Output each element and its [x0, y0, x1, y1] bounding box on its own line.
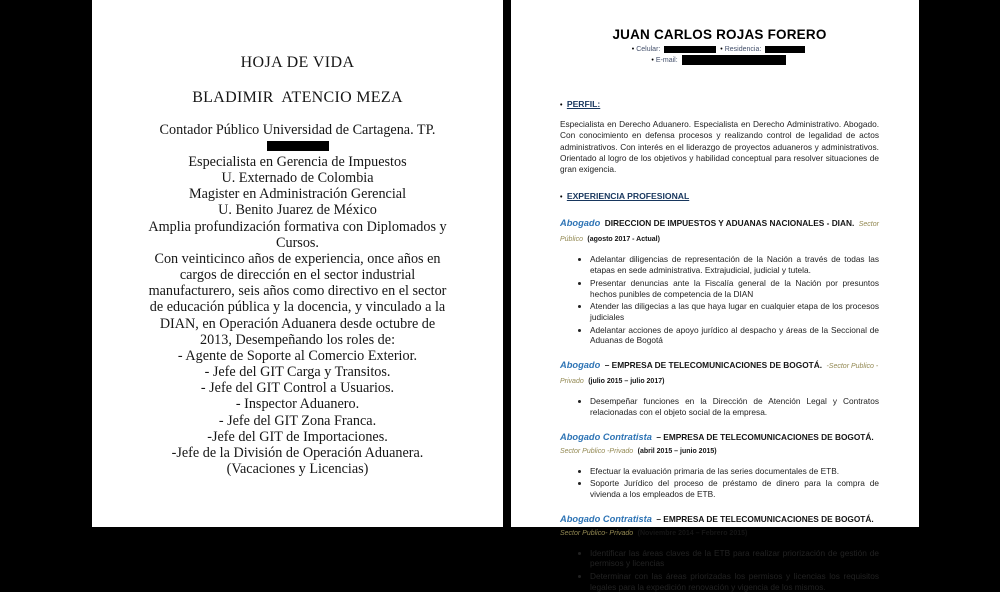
right-resume-page: [511, 0, 919, 592]
left-resume-page: [92, 0, 503, 527]
left-doc-line: - Jefe del GIT Carga y Transitos.: [204, 364, 391, 381]
email-label: E-mail:: [655, 57, 678, 64]
celular-label: Celular:: [636, 46, 661, 53]
left-doc-line: -Jefe del GIT de Importaciones.: [207, 428, 388, 445]
left-doc-line: Magister en Administración Gerencial: [188, 186, 407, 203]
left-doc-line: U. Benito Juarez de México: [218, 202, 377, 219]
left-doc-line: 2013, Desempeñando los roles de:: [199, 331, 396, 348]
left-doc-line: Especialista en Gerencia de Impuestos: [188, 154, 407, 170]
left-doc-line: -Jefe de la División de Operación Aduanera.: [171, 444, 424, 461]
left-doc-line: U. Externado de Colombia: [221, 170, 374, 187]
job-role: Abogado Contratista: [560, 431, 652, 442]
job-entry: [560, 512, 879, 592]
job-entry: [560, 216, 879, 346]
left-doc-line: de educación pública y la docencia, y vinculado a la: [149, 299, 446, 316]
job-role: Abogado: [560, 360, 601, 371]
left-doc-line: DIAN, en Operación Aduanera desde octubre de: [159, 315, 436, 332]
left-doc-line: Con veinticinco años de experiencia, once años en: [154, 250, 441, 267]
job-dates: (julio 2015 – julio 2017): [588, 378, 665, 386]
bullet-icon: •: [651, 57, 654, 64]
job-heading: [560, 430, 879, 458]
left-doc-line: - Jefe del GIT Zona Franca.: [218, 412, 377, 429]
job-dates: (agosto 2017 - Actual): [587, 236, 660, 244]
job-list: [560, 216, 879, 592]
left-doc-line: - Inspector Aduanero.: [235, 396, 360, 413]
perfil-paragraph: Especialista en Derecho Aduanero. Especialista en Derecho Administrativo. Abogado. Con conocimiento en defensa procesos y realizando control de legalidad de actos administrativos. Con interés en el liderazgo de proyectos aduaneros y administrativos. Orientado al logro de los objetivos y habilidad conceptual para resolver situaciones de gran exigencia.: [560, 119, 879, 175]
experiencia-section-heading: [560, 190, 879, 204]
job-sector: Sector Publico -Privado: [560, 447, 634, 455]
job-bullet-item: • Soporte Jurídico del proceso de préstamo de dinero para la compra de vivienda a los empleados de ETB.: [590, 478, 879, 499]
job-bullet-item: • Adelantar acciones de apoyo jurídico al despacho y áreas de la Seccional de Aduanas de Bogotá: [590, 325, 879, 346]
right-doc-content: [511, 0, 919, 592]
left-doc-line: (Vacaciones y Licencias): [226, 460, 369, 477]
bullet-icon: •: [631, 46, 635, 53]
left-doc-line: cargos de dirección en el sector industrial: [179, 267, 416, 284]
contact-info: [560, 44, 879, 66]
job-sector: Sector Público: [560, 221, 879, 244]
left-doc-body: [92, 154, 503, 477]
bullet-icon: •: [560, 102, 563, 109]
job-bullet-item: • Desempeñar funciones en la Dirección de Atención Legal y Contratos relacionadas con el objeto social de la empresa.: [590, 396, 879, 417]
job-bullet-item: • Identificar las áreas claves de la ETB para realizar priorización de gestión de permisos y licencias: [590, 548, 879, 569]
contact-line-1: [560, 44, 879, 55]
job-bullet-item: • Presentar denuncias ante la Fiscalía general de la Nación por presuntos hechos punibles de competencia de la DIAN: [590, 278, 879, 299]
job-dates: (Noviembre 2014 – Febrero 2015): [637, 529, 748, 537]
left-doc-line: - Agente de Soporte al Comercio Exterior.: [177, 347, 418, 364]
job-company: – EMPRESA DE TELECOMUNICACIONES DE BOGOTÁ.: [656, 431, 874, 442]
left-doc-name: BLADIMIR ATENCIO MEZA: [192, 89, 403, 106]
right-doc-name: JUAN CARLOS ROJAS FORERO: [612, 27, 827, 42]
bullet-icon: •: [720, 46, 723, 53]
job-entry: [560, 358, 879, 417]
left-doc-line: Cursos.: [276, 234, 319, 251]
job-bullet-list: [560, 396, 879, 417]
redaction-bar: [267, 141, 329, 151]
job-sector: Sector Publico- Privado: [560, 529, 634, 537]
redaction-bar: [765, 46, 805, 53]
job-dates: (abril 2015 – junio 2015): [637, 447, 717, 455]
left-doc-title: HOJA DE VIDA: [240, 54, 355, 71]
redaction-bar: [664, 46, 716, 53]
job-role: Abogado Contratista: [560, 513, 652, 524]
job-sector: -Sector Publico -Privado: [560, 363, 879, 386]
left-doc-credential: Contador Público Universidad de Cartagena. TP.: [159, 122, 436, 138]
job-role: Abogado: [560, 218, 601, 229]
left-doc-line: manufacturero, seis años como directivo en el sector: [148, 283, 447, 300]
experiencia-heading-text: EXPERIENCIA PROFESIONAL: [566, 191, 690, 202]
left-doc-line: - Jefe del GIT Control a Usuarios.: [200, 380, 395, 397]
job-heading: [560, 358, 879, 388]
perfil-heading-text: PERFIL:: [566, 99, 601, 109]
bullet-icon: •: [560, 194, 563, 202]
residencia-label: Residencia:: [724, 46, 762, 53]
job-entry: [560, 430, 879, 500]
job-company: – EMPRESA DE TELECOMUNICACIONES DE BOGOTÁ.: [656, 513, 874, 524]
redaction-bar: [682, 55, 786, 65]
job-bullet-item: • Efectuar la evaluación primaria de las series documentales de ETB.: [590, 466, 879, 477]
left-doc-line: Amplia profundización formativa con Diplomados y: [148, 218, 447, 235]
job-bullet-list: [560, 254, 879, 346]
job-bullet-item: • Atender las diligecias a las que haya lugar en cualquier etapa de los procesos judiciales: [590, 301, 879, 322]
contact-line-2: [560, 55, 879, 66]
job-bullet-list: [560, 548, 879, 592]
job-company: DIRECCION DE IMPUESTOS Y ADUANAS NACIONALES - DIAN.: [604, 218, 855, 229]
job-bullet-item: • Adelantar diligencias de representación de la Nación a través de todas las etapas en sede administrativa. Extrajudicial, judicial y tutela.: [590, 254, 879, 275]
job-heading: [560, 512, 879, 540]
job-company: – EMPRESA DE TELECOMUNICACIONES DE BOGOTÁ.: [604, 360, 823, 371]
job-bullet-item: • Determinar con las áreas priorizadas los permisos y licencias los requisitos legales para la expedición renovación y vigencia de los mismos.: [590, 571, 879, 592]
job-bullet-list: [560, 466, 879, 500]
perfil-section-heading: [560, 98, 879, 112]
job-heading: [560, 216, 879, 246]
